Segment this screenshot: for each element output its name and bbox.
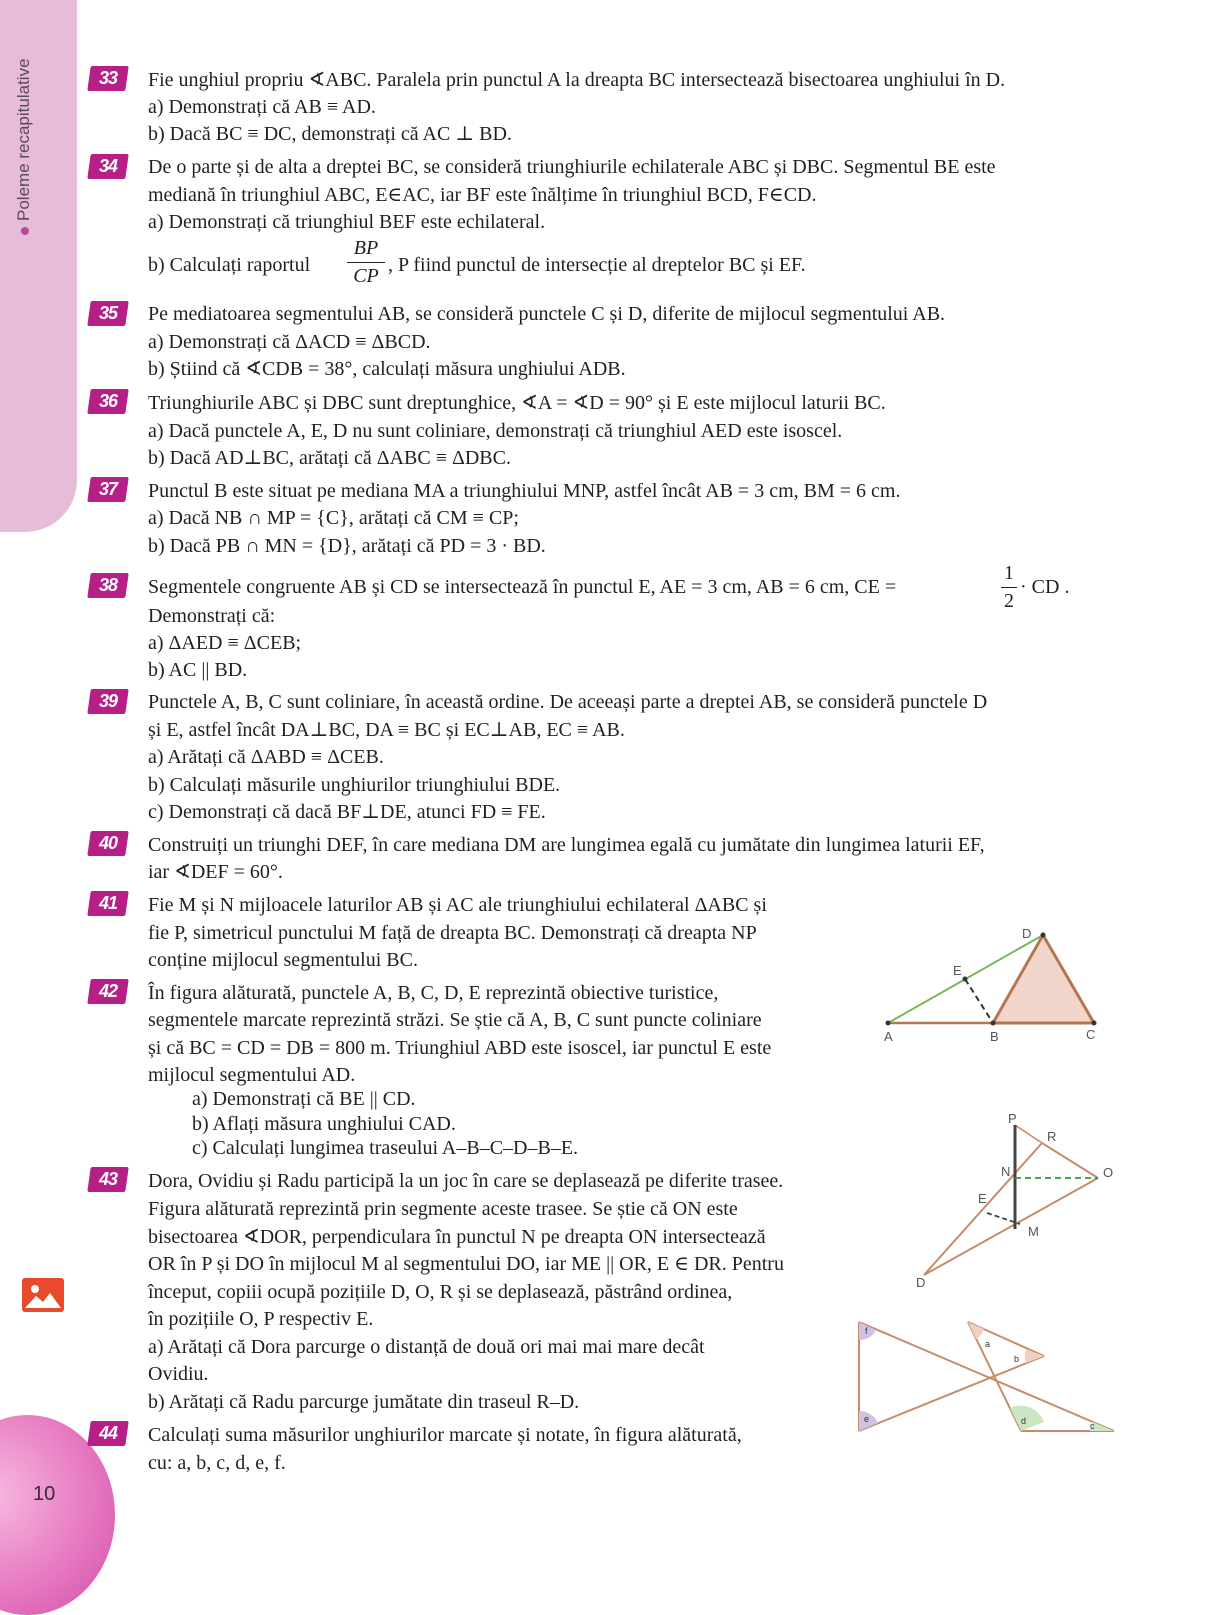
fraction-bar (1001, 587, 1017, 588)
problem-36-number: 36 (87, 389, 129, 414)
problem-33-number: 33 (87, 66, 129, 91)
label-A: A (884, 1029, 893, 1044)
problem-34-part-a: a) Demonstrați că triunghiul BEF este echilateral. (148, 211, 546, 233)
problem-34-number: 34 (87, 154, 129, 179)
figure-42-diagram (878, 922, 1110, 1048)
problem-33-part-a: a) Demonstrați că AB ≡ AD. (148, 96, 376, 118)
problem-33-statement: Fie unghiul propriu ∢ABC. Paralela prin punctul A la dreapta BC intersectează bisectoarea unghiului în D. (148, 69, 1006, 91)
problem-39-part-a: a) Arătați că ΔABD ≡ ΔCEB. (148, 746, 384, 768)
problem-34-statement: De o parte și de alta a dreptei BC, se consideră triunghiurile echilaterale ABC și DBC. Segmentul BE este (148, 156, 996, 178)
angle-label-b: b (1014, 1354, 1020, 1364)
problem-34-statement-cont: mediană în triunghiul ABC, E∈AC, iar BF este înălțime în triunghiul BCD, F∈CD. (148, 184, 817, 206)
problem-36-part-a: a) Dacă punctele A, E, D nu sunt coliniare, demonstrați că triunghiul AED este isoscel. (148, 420, 843, 442)
problem-42-part-c: c) Calculați lungimea traseului A–B–C–D–B–E. (192, 1137, 579, 1159)
problem-43-part-a-cont: Ovidiu. (148, 1363, 209, 1385)
problem-38-part-b: b) AC || BD. (148, 659, 248, 681)
problem-42-statement: În figura alăturată, punctele A, B, C, D, E reprezintă obiective turistice, (148, 982, 719, 1004)
bullet-dot-icon (21, 227, 29, 235)
label-N: N (1001, 1164, 1011, 1179)
problem-39-statement: Punctele A, B, C sunt coliniare, în această ordine. De aceeași parte a dreptei AB, se consideră punctele D (148, 691, 988, 713)
problem-40-statement-cont: iar ∢DEF = 60°. (148, 861, 283, 883)
figure-44-diagram (856, 1318, 1118, 1438)
problem-42-statement-cont: segmentele marcate reprezintă străzi. Se știe că A, B, C sunt puncte coliniare (148, 1009, 762, 1031)
figure-43-diagram (910, 1105, 1125, 1290)
chapter-side-label: Poleme recapitulative (14, 15, 40, 235)
problem-39-number: 39 (87, 689, 129, 714)
problem-37-statement: Punctul B este situat pe mediana MA a triunghiului MNP, astfel încât AB = 3 cm, BM = 6 cm. (148, 480, 901, 502)
angle-label-c: c (1090, 1421, 1095, 1431)
label-D: D (916, 1275, 926, 1290)
problem-43-number: 43 (87, 1167, 129, 1192)
label-E: E (953, 963, 962, 978)
angle-label-d: d (1021, 1416, 1027, 1426)
angle-label-f: f (865, 1326, 868, 1336)
problem-38-statement: Segmentele congruente AB și CD se intersectează în punctul E, AE = 3 cm, AB = 6 cm, CE = (148, 576, 897, 598)
problem-42-number: 42 (87, 979, 129, 1004)
problem-41-statement-cont: fie P, simetricul punctului M față de dreapta BC. Demonstrați că dreapta NP (148, 922, 757, 944)
problem-40-statement: Construiți un triunghi DEF, în care mediana DM are lungimea egală cu jumătate din lungimea laturii EF, (148, 834, 985, 856)
problem-36-part-b: b) Dacă AD⊥BC, arătați că ΔABC ≡ ΔDBC. (148, 447, 511, 469)
problem-42-statement-cont2: și că BC = CD = DB = 800 m. Triunghiul ABD este isoscel, iar punctul E este (148, 1037, 772, 1059)
problem-44-number: 44 (87, 1421, 129, 1446)
problem-43-statement-cont2: bisectoarea ∢DOR, perpendiculara în punctul N pe dreapta ON intersectează (148, 1226, 766, 1248)
problem-36-statement: Triunghiurile ABC și DBC sunt dreptunghice, ∢A = ∢D = 90° și E este mijlocul laturii BC. (148, 392, 886, 414)
label-C: C (1086, 1027, 1096, 1042)
problem-41-statement: Fie M și N mijloacele laturilor AB și AC ale triunghiului echilateral ΔABC și (148, 894, 767, 916)
problem-40-number: 40 (87, 831, 129, 856)
ratio-numerator: BP (353, 237, 379, 259)
problem-44-statement: Calculați suma măsurilor unghiurilor marcate și notate, în figura alăturată, (148, 1424, 742, 1446)
problem-43-statement-cont3: OR în P și DO în mijlocul M al segmentului DO, iar ME || OR, E ∈ DR. Pentru (148, 1253, 784, 1275)
problem-35-statement: Pe mediatoarea segmentului AB, se consideră punctele C și D, diferite de mijlocul segmentului AB. (148, 303, 946, 325)
problem-34-part-b-cont: , P fiind punctul de intersecție al dreptelor BC și EF. (388, 254, 806, 276)
problem-35-part-a: a) Demonstrați că ΔACD ≡ ΔBCD. (148, 331, 431, 353)
label-B: B (990, 1029, 999, 1044)
label-D: D (1022, 926, 1032, 941)
problem-43-statement-cont: Figura alăturată reprezintă prin segmente aceste trasee. Se știe că ON este (148, 1198, 738, 1220)
angle-label-a: a (985, 1339, 991, 1349)
problem-41-statement-end: conține mijlocul segmentului BC. (148, 949, 418, 971)
problem-38-part-a: a) ΔAED ≡ ΔCEB; (148, 632, 302, 654)
fraction-bar (347, 262, 385, 263)
problem-37-part-b: b) Dacă PB ∩ MN = {D}, arătați că PD = 3 · BD. (148, 535, 546, 557)
page-number: 10 (33, 1483, 56, 1505)
image-icon[interactable] (22, 1278, 64, 1312)
label-P: P (1008, 1111, 1017, 1126)
problem-35-part-b: b) Știind că ∢CDB = 38°, calculați măsura unghiului ADB. (148, 358, 626, 380)
problem-34-part-b: b) Calculați raportul (148, 254, 311, 276)
problem-35-number: 35 (87, 301, 129, 326)
problem-44-statement-cont: cu: a, b, c, d, e, f. (148, 1452, 286, 1474)
problem-38-statement-cont: · CD . (1020, 576, 1070, 598)
problem-43-part-a: a) Arătați că Dora parcurge o distanță de două ori mai mai mare decât (148, 1336, 705, 1358)
label-O: O (1103, 1165, 1114, 1180)
problem-37-number: 37 (87, 477, 129, 502)
problem-34-ratio (347, 237, 385, 288)
problem-38-prompt: Demonstrați că: (148, 605, 276, 627)
label-M: M (1028, 1224, 1039, 1239)
problem-43-statement-cont4: început, copiii ocupă pozițiile D, O, R și se deplasează, păstrând ordinea, (148, 1281, 733, 1303)
problem-41-number: 41 (87, 891, 129, 916)
problem-37-part-a: a) Dacă NB ∩ MP = {C}, arătați că CM ≡ CP; (148, 507, 519, 529)
problem-42-part-a: a) Demonstrați că BE || CD. (192, 1088, 416, 1110)
problem-39-statement-cont: și E, astfel încât DA⊥BC, DA ≡ BC și EC⊥AB, EC ≡ AB. (148, 719, 625, 741)
problem-43-statement-end: în pozițiile O, P respectiv E. (148, 1308, 374, 1330)
label-E: E (978, 1191, 987, 1206)
angle-label-e: e (864, 1414, 870, 1424)
problem-38-number: 38 (87, 573, 129, 598)
problem-38-fraction (1001, 562, 1017, 613)
ratio-denominator: CP (353, 265, 379, 287)
label-R: R (1047, 1129, 1057, 1144)
problem-43-part-b: b) Arătați că Radu parcurge jumătate din traseul R–D. (148, 1391, 580, 1413)
problem-43-statement: Dora, Ovidiu și Radu participă la un joc în care se deplasează pe diferite trasee. (148, 1170, 784, 1192)
problem-42-statement-end: mijlocul segmentului AD. (148, 1064, 356, 1086)
fraction-denominator: 2 (1004, 590, 1014, 612)
problem-33-part-b: b) Dacă BC ≡ DC, demonstrați că AC ⊥ BD. (148, 123, 512, 145)
problem-39-part-c: c) Demonstrați că dacă BF⊥DE, atunci FD ≡ FE. (148, 801, 546, 823)
problem-42-part-b: b) Aflați măsura unghiului CAD. (192, 1113, 456, 1135)
fraction-numerator: 1 (1004, 562, 1014, 584)
problem-39-part-b: b) Calculați măsurile unghiurilor triunghiului BDE. (148, 774, 561, 796)
